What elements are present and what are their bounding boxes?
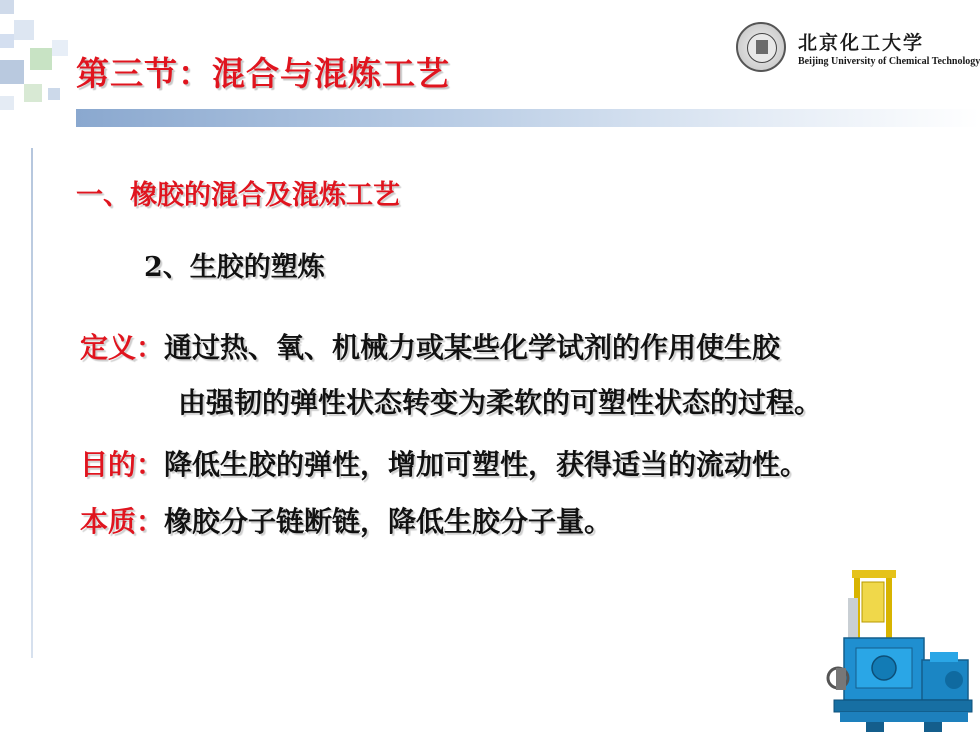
title-underline-bar: [76, 109, 980, 127]
definition-label: 定义：: [80, 331, 165, 364]
university-name-cn: 北京化工大学: [798, 32, 925, 54]
essence-text: 橡胶分子链断链，降低生胶分子量。: [164, 505, 613, 538]
purpose-label: 目的：: [80, 448, 165, 481]
subsection-heading: 2、生胶的塑炼: [144, 252, 325, 283]
purpose-text: 降低生胶的弹性，增加可塑性，获得适当的流动性。: [164, 448, 809, 481]
definition-text-line2: 由强韧的弹性状态转变为柔软的可塑性状态的过程。: [178, 386, 823, 419]
purpose-row: [80, 443, 808, 483]
left-divider-line: [31, 148, 33, 658]
rubber-mixer-machine-image: [826, 568, 976, 735]
university-seal-icon: [736, 22, 786, 72]
essence-row: [80, 500, 612, 540]
university-name-en: Beijing University of Chemical Technology: [798, 56, 980, 67]
definition-row: [80, 326, 780, 366]
section-heading: 一、橡胶的混合及混炼工艺: [76, 180, 400, 211]
university-logo: [736, 22, 980, 76]
essence-label: 本质：: [80, 505, 165, 538]
definition-text-line1: 通过热、氧、机械力或某些化学试剂的作用使生胶: [164, 331, 781, 364]
slide-title: 第三节：混合与混炼工艺: [76, 54, 450, 93]
